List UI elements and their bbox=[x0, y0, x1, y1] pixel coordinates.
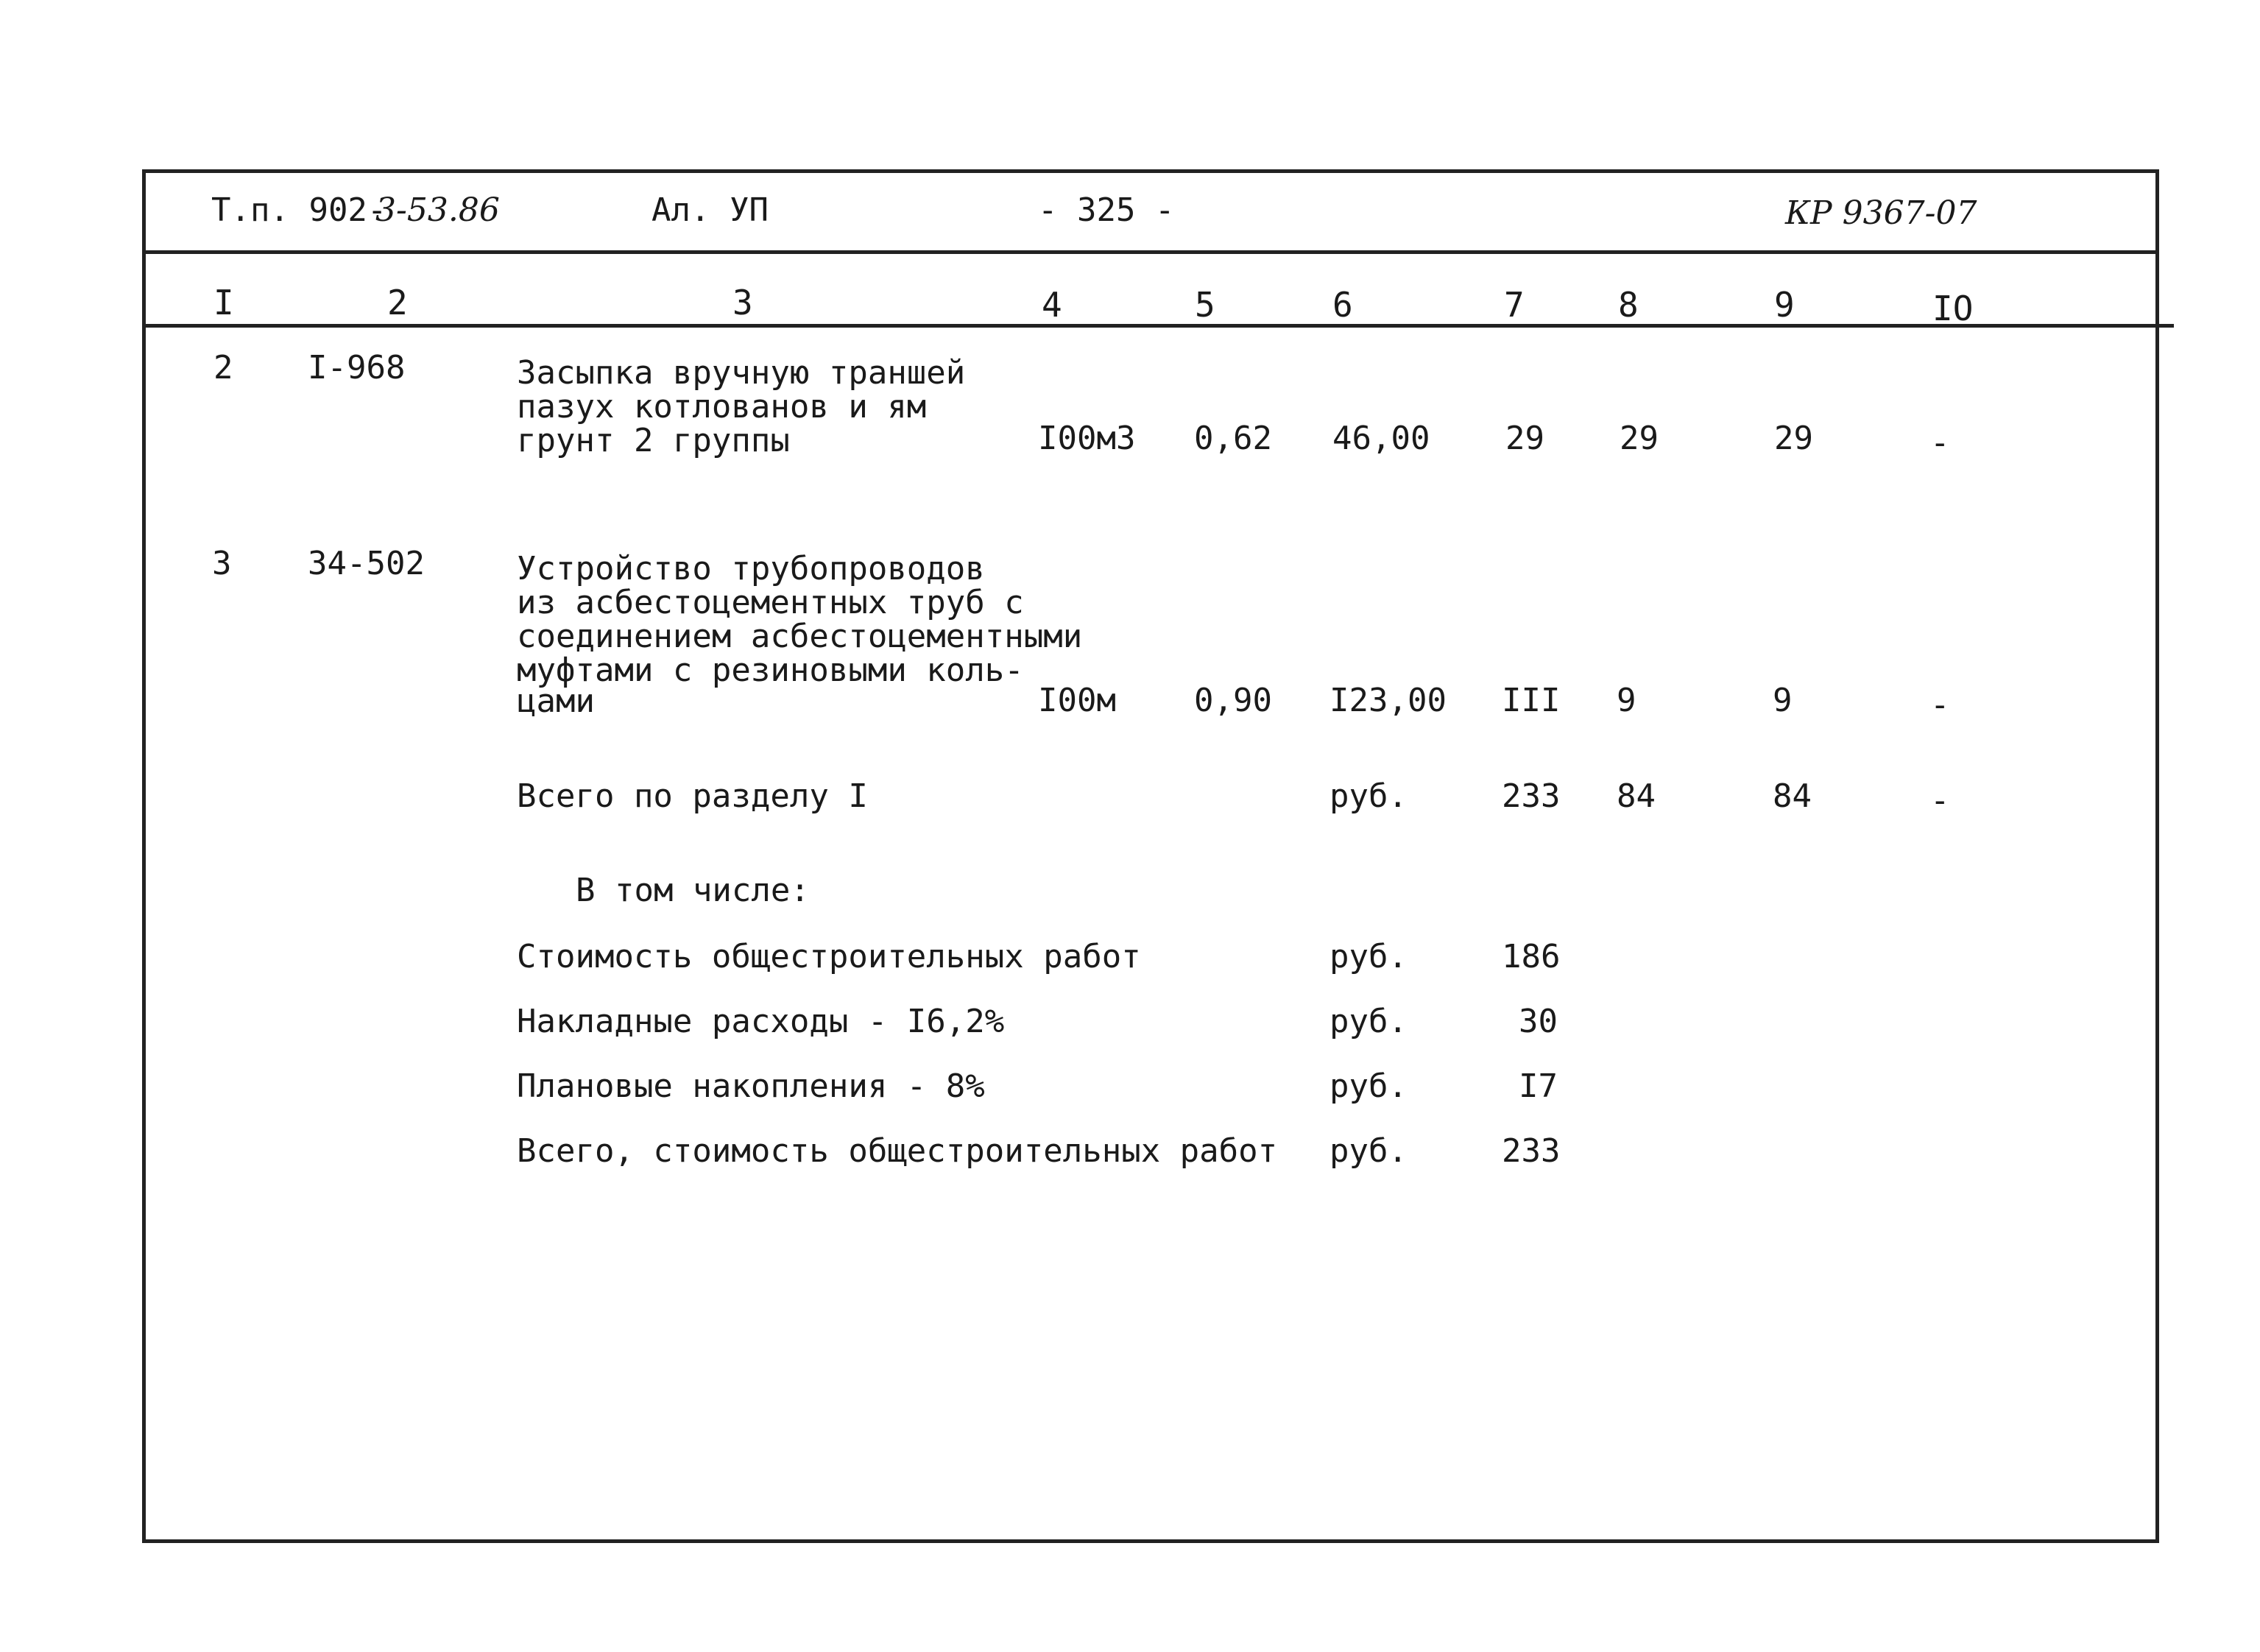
row-description-line: Засыпка вручную траншей bbox=[517, 354, 966, 392]
row-quantity: 0,90 bbox=[1194, 682, 1272, 719]
section-total-col9: 84 bbox=[1773, 777, 1812, 815]
breakdown-value: I7 bbox=[1519, 1067, 1558, 1105]
breakdown-unit: руб. bbox=[1329, 1067, 1408, 1105]
section-total-col10: - bbox=[1930, 782, 1950, 819]
page-number: - 325 - bbox=[1038, 191, 1175, 229]
row-description-line: соединением асбестоцементными bbox=[517, 618, 1083, 655]
column-number: 2 bbox=[387, 283, 408, 322]
header-divider bbox=[142, 250, 2159, 254]
row-number: 2 bbox=[213, 349, 233, 386]
doc-number-prefix: Т.п. 902- bbox=[211, 191, 387, 229]
row-description-line: грунт 2 группы bbox=[517, 422, 790, 459]
row-quantity: 0,62 bbox=[1194, 420, 1272, 457]
row-col10: - bbox=[1930, 686, 1950, 724]
row-col9: 9 bbox=[1773, 682, 1793, 719]
row-col8: 9 bbox=[1617, 682, 1636, 719]
row-col9: 29 bbox=[1774, 420, 1813, 457]
row-code: I-968 bbox=[308, 349, 406, 386]
row-col7: III bbox=[1502, 682, 1561, 719]
row-unit: I00м bbox=[1038, 682, 1116, 719]
breakdown-label: Накладные расходы - I6,2% bbox=[517, 1003, 1005, 1040]
column-number: 7 bbox=[1504, 285, 1525, 325]
row-description-line: Устройство трубопроводов bbox=[517, 550, 985, 587]
breakdown-value: 233 bbox=[1502, 1132, 1561, 1170]
row-number: 3 bbox=[212, 545, 232, 582]
section-total-col8: 84 bbox=[1617, 777, 1656, 815]
column-number: I bbox=[213, 283, 234, 322]
row-col10: - bbox=[1930, 424, 1950, 462]
column-number: 9 bbox=[1774, 285, 1795, 325]
row-unit: I00м3 bbox=[1038, 420, 1136, 457]
section-total-label: Всего по разделу I bbox=[517, 777, 868, 815]
breakdown-unit: руб. bbox=[1329, 1003, 1408, 1040]
album-label: Ал. УП bbox=[651, 191, 769, 229]
including-label: В том числе: bbox=[576, 872, 810, 909]
row-col7: 29 bbox=[1505, 420, 1544, 457]
row-description-line: из асбестоцементных труб с bbox=[517, 584, 1024, 621]
doc-number-handwritten: 3-53.86 bbox=[375, 191, 500, 229]
column-number: 8 bbox=[1618, 285, 1639, 325]
breakdown-label: Плановые накопления - 8% bbox=[517, 1067, 985, 1105]
column-number: 6 bbox=[1332, 285, 1353, 325]
row-price: 46,00 bbox=[1332, 420, 1430, 457]
column-number: 5 bbox=[1195, 285, 1215, 325]
breakdown-label: Стоимость общестроительных работ bbox=[517, 938, 1141, 975]
column-numbers-underline bbox=[142, 324, 2174, 328]
row-description-line: муфтами с резиновыми коль- bbox=[517, 652, 1024, 689]
section-total-unit: руб. bbox=[1329, 777, 1408, 815]
column-number: IO bbox=[1932, 289, 1974, 328]
row-description-line: цами bbox=[517, 682, 595, 720]
breakdown-label: Всего, стоимость общестроительных работ bbox=[517, 1132, 1278, 1170]
column-number: 4 bbox=[1042, 285, 1062, 325]
breakdown-value: 186 bbox=[1502, 938, 1561, 975]
document-code: КР 9367-07 bbox=[1785, 194, 1977, 232]
breakdown-unit: руб. bbox=[1329, 1132, 1408, 1170]
breakdown-unit: руб. bbox=[1329, 938, 1408, 975]
breakdown-value: 30 bbox=[1519, 1003, 1558, 1040]
row-price: I23,00 bbox=[1329, 682, 1447, 719]
row-code: 34-502 bbox=[308, 545, 425, 582]
section-total-col7: 233 bbox=[1502, 777, 1561, 815]
row-description-line: пазух котлованов и ям bbox=[517, 388, 927, 426]
document-frame bbox=[142, 169, 2159, 1543]
column-number: 3 bbox=[732, 283, 753, 322]
row-col8: 29 bbox=[1620, 420, 1659, 457]
